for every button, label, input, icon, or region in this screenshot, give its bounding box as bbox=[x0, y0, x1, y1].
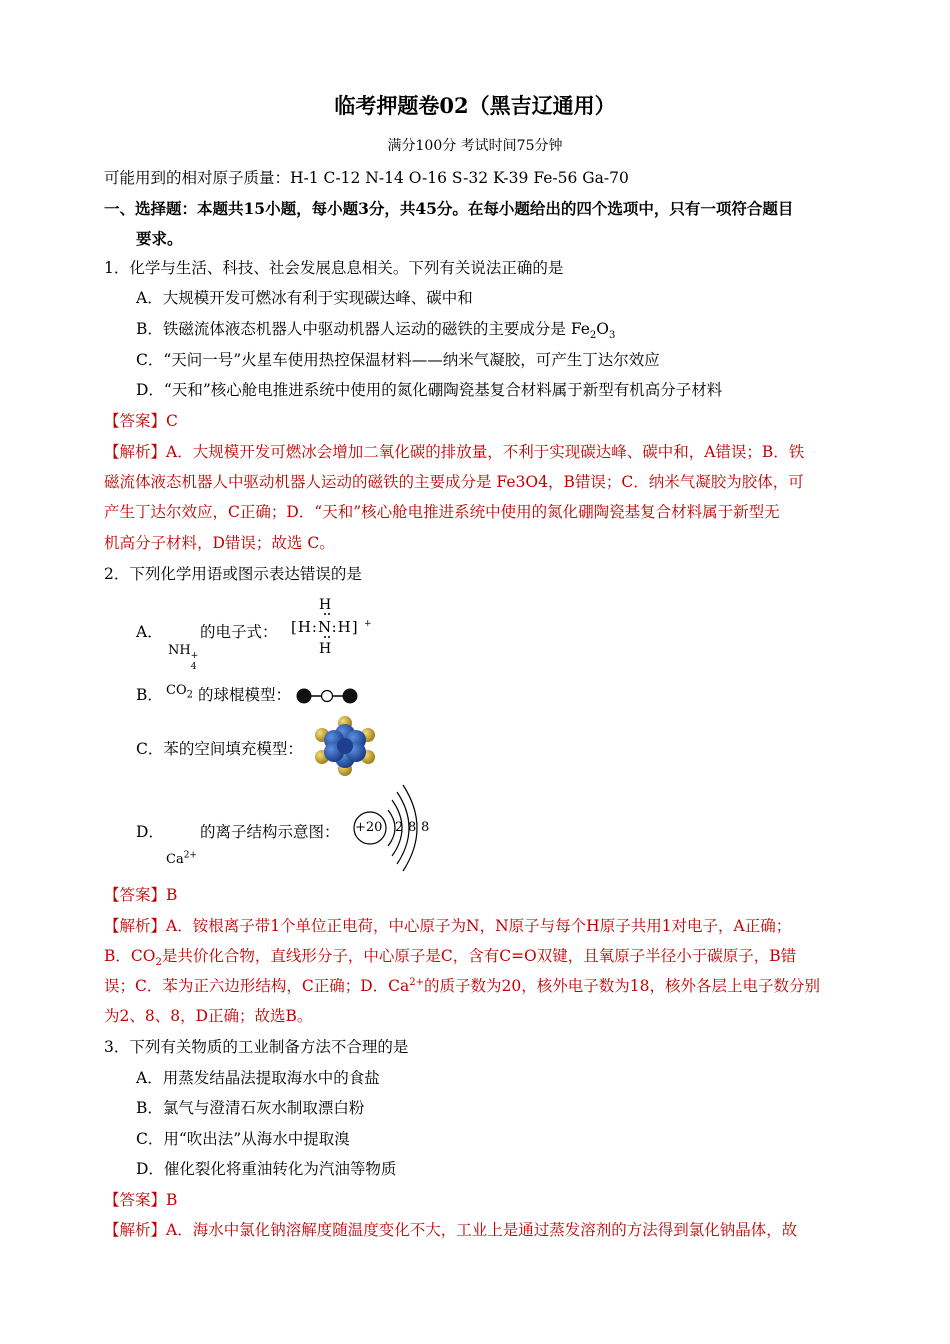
q3-option-d: D．催化裂化将重油转化为汽油等物质 bbox=[136, 1160, 397, 1178]
benzene-space-filling-model bbox=[313, 716, 377, 776]
q1-option-b-text: B．铁磁流体液态机器人中驱动机器人运动的磁铁的主要成分是 Fe bbox=[136, 320, 590, 338]
q2-option-d-ion bbox=[166, 850, 197, 870]
ca-shell-2: 8 bbox=[408, 820, 417, 835]
q2-b-sub: 2 bbox=[186, 689, 193, 701]
ca-shell-3: 8 bbox=[421, 820, 430, 835]
q3-option-c: C．用“吹出法”从海水中提取溴 bbox=[136, 1130, 350, 1148]
co2-ball-stick-model bbox=[295, 686, 359, 706]
q1-analysis-line2: 磁流体液态机器人中驱动机器人运动的磁铁的主要成分是 Fe3O4，B错误；C．纳米气凝胶为胶体，可 bbox=[104, 473, 804, 491]
q2-option-c: C．苯的空间填充模型： bbox=[136, 740, 303, 758]
q2-a-formula-bot: H bbox=[319, 641, 332, 657]
q1-option-b-sub1: 2 bbox=[589, 330, 597, 342]
q2-analysis-l3-post: 的质子数为20，核外电子数为18，核外各层上电子数分别 bbox=[424, 977, 820, 995]
q3-answer: 【答案】B bbox=[104, 1191, 178, 1209]
q2-option-a-label: A． bbox=[136, 623, 163, 641]
ca-nucleus-charge: +20 bbox=[355, 820, 383, 835]
q2-option-b-formula bbox=[166, 681, 193, 701]
q2-option-b-text: 的球棍模型： bbox=[198, 686, 292, 704]
q1-option-d: D．“天和”核心舱电推进系统中使用的氮化硼陶瓷基复合材料属于新型有机高分子材料 bbox=[136, 381, 723, 399]
q2-d-ion-text: Ca bbox=[166, 852, 184, 867]
q2-analysis-l2-post: 是共价化合物，直线形分子，中心原子是C，含有C=O双键，且氧原子半径小于碳原子，B错 bbox=[161, 947, 797, 965]
q2-b-co: CO bbox=[166, 683, 187, 698]
q1-answer: 【答案】C bbox=[104, 412, 178, 430]
q3-analysis-line1: 【解析】A．海水中氯化钠溶解度随温度变化不大，工业上是通过蒸发溶剂的方法得到氯化钠晶体，故 bbox=[104, 1221, 798, 1239]
q2-option-d-text: 的离子结构示意图： bbox=[200, 823, 340, 841]
q2-a-formula-mid: [H:N:H] bbox=[291, 618, 359, 636]
q2-a-ion-text: NH bbox=[168, 643, 191, 658]
electron-dots bbox=[318, 610, 338, 640]
q2-a-ion-sub: 4 bbox=[190, 662, 197, 672]
q1-option-c: C．“天问一号”火星车使用热控保温材料——纳米气凝胶，可产生丁达尔效应 bbox=[136, 351, 660, 369]
q2-a-formula-sup: + bbox=[364, 619, 372, 629]
q1-option-b bbox=[136, 319, 616, 342]
q3-option-b: B．氯气与澄清石灰水制取漂白粉 bbox=[136, 1099, 365, 1117]
q2-analysis-l3-pre: 误；C．苯为正六边形结构，C正确；D．Ca bbox=[104, 977, 410, 995]
q1-analysis-line3: 产生丁达尔效应，C正确；D．“天和”核心舱电推进系统中使用的氮化硼陶瓷基复合材料属于新型无 bbox=[104, 503, 780, 521]
q2-analysis-l3-sup: 2+ bbox=[409, 976, 424, 988]
section-heading: 一、选择题：本题共15小题，每小题3分，共45分。在每小题给出的四个选项中，只有一项符合题目 bbox=[104, 199, 794, 218]
q2-option-a-ion bbox=[168, 641, 199, 672]
page-title: 临考押题卷02（黑吉辽通用） bbox=[334, 93, 616, 118]
q2-analysis-line2 bbox=[104, 946, 797, 969]
q1-analysis-line1: 【解析】A．大规模开发可燃冰会增加二氧化碳的排放量，不利于实现碳达峰、碳中和，A错误；B．铁 bbox=[104, 443, 805, 461]
q2-analysis-line1: 【解析】A．铵根离子带1个单位正电荷，中心原子为N，N原子与每个H原子共用1对电子，A正确； bbox=[104, 917, 792, 935]
q3-stem: 3．下列有关物质的工业制备方法不合理的是 bbox=[104, 1038, 409, 1056]
q2-option-a-text: 的电子式： bbox=[200, 623, 278, 641]
q2-analysis-line4: 为2、8、8，D正确；故选B。 bbox=[104, 1007, 313, 1025]
page-subtitle: 满分100分 考试时间75分钟 bbox=[387, 138, 563, 154]
q2-d-ion-sup: 2+ bbox=[183, 850, 197, 861]
q2-a-formula-top: H bbox=[319, 597, 332, 613]
atomic-masses-line: 可能用到的相对原子质量：H-1 C-12 N-14 O-16 S-32 K-39 Fe-56 Ga-70 bbox=[104, 169, 629, 187]
q1-stem: 1．化学与生活、科技、社会发展息息相关。下列有关说法正确的是 bbox=[104, 259, 564, 277]
q2-option-b-label: B． bbox=[136, 686, 163, 704]
q2-a-ion-sup: + bbox=[190, 651, 199, 661]
q2-analysis-l2-pre: B．CO bbox=[104, 947, 156, 965]
q1-option-b-sub2: 3 bbox=[609, 330, 616, 342]
ca-shell-1: 2 bbox=[395, 820, 404, 835]
q3-option-a: A．用蒸发结晶法提取海水中的食盐 bbox=[136, 1069, 380, 1087]
q1-option-b-mid: O bbox=[596, 320, 609, 338]
q1-analysis-line4: 机高分子材料，D错误；故选 C。 bbox=[104, 534, 335, 552]
q2-analysis-l2-sub: 2 bbox=[155, 957, 162, 969]
q2-stem: 2．下列化学用语或图示表达错误的是 bbox=[104, 565, 362, 583]
q2-answer: 【答案】B bbox=[104, 886, 178, 904]
section-heading-cont: 要求。 bbox=[136, 229, 183, 248]
q1-option-a: A．大规模开发可燃冰有利于实现碳达峰、碳中和 bbox=[136, 289, 473, 307]
q2-analysis-line3 bbox=[104, 976, 820, 996]
q2-option-d-label: D． bbox=[136, 823, 164, 841]
